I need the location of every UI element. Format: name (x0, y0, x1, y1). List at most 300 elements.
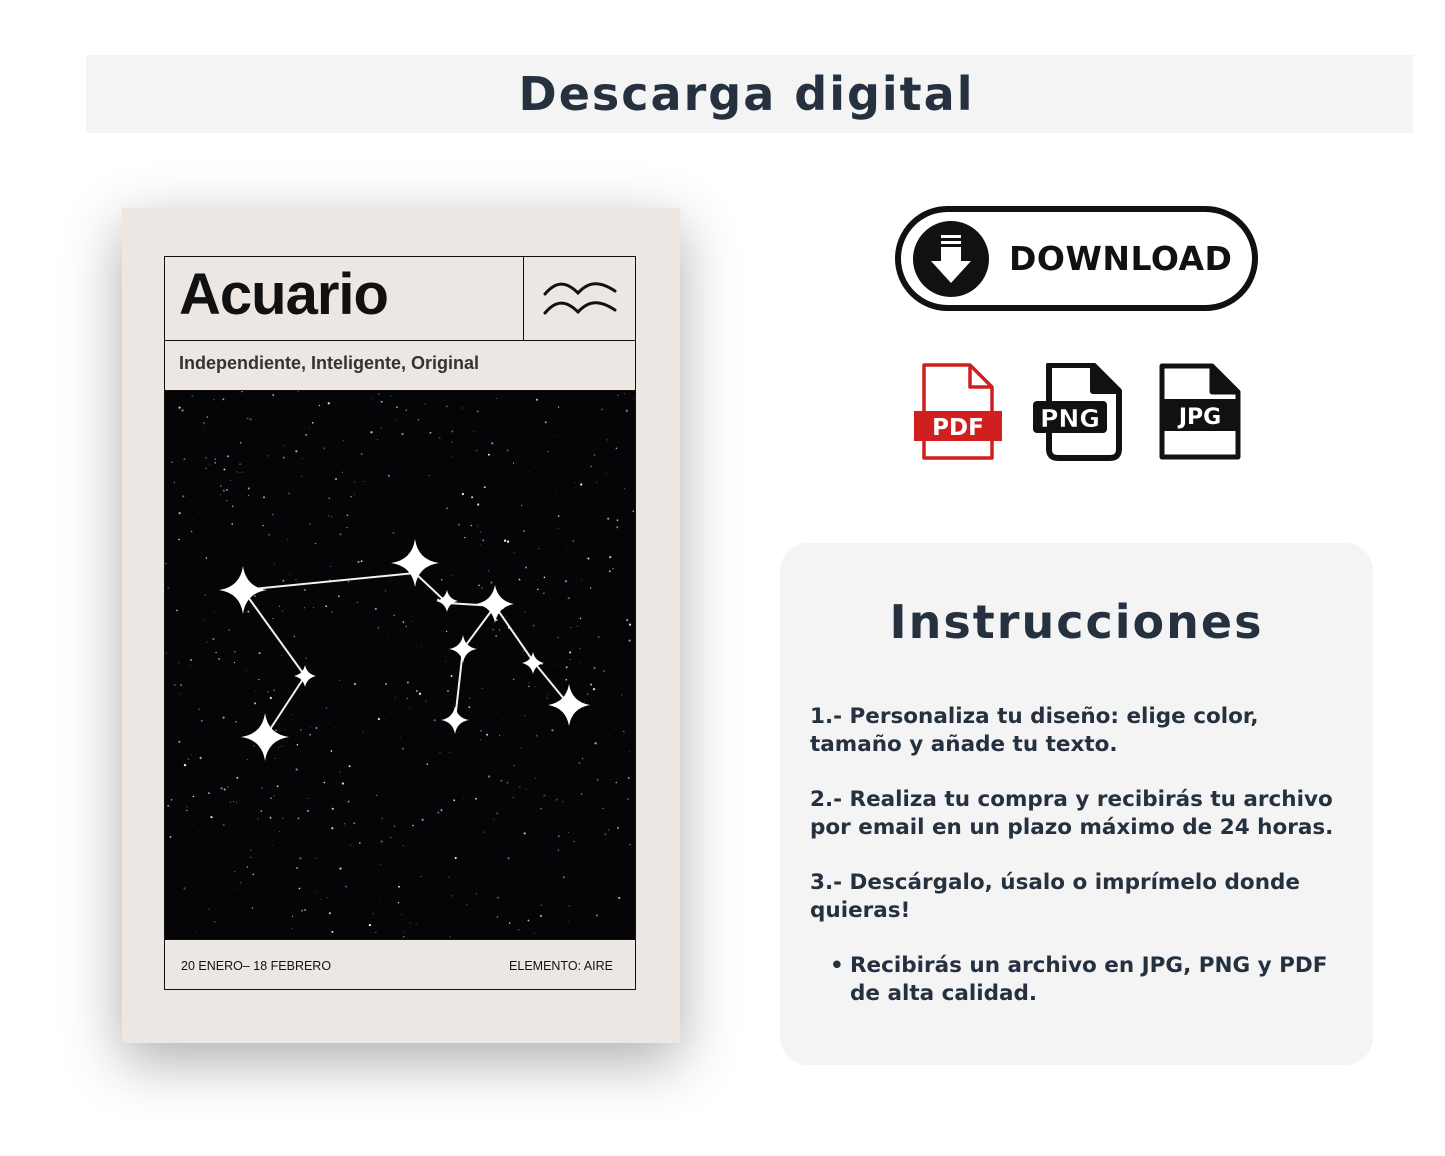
background-star (547, 698, 548, 699)
background-star (328, 402, 330, 404)
background-star (186, 806, 187, 807)
background-star (309, 523, 311, 525)
instruction-step-1: 1.- Personaliza tu diseño: elige color, tamaño y añade tu texto. (810, 704, 1259, 757)
background-star (482, 561, 483, 562)
background-star (533, 625, 535, 627)
background-star (319, 405, 320, 406)
background-star (523, 650, 525, 652)
background-star (359, 842, 361, 844)
background-star (480, 544, 481, 545)
background-star (247, 611, 249, 613)
background-star (252, 874, 254, 876)
background-star (446, 405, 448, 407)
background-star (236, 802, 237, 803)
background-star (207, 416, 208, 417)
download-arrow-icon (913, 221, 989, 297)
background-star (628, 777, 630, 779)
background-star (310, 727, 311, 728)
background-star (558, 515, 560, 517)
background-star (430, 432, 432, 434)
background-star (284, 445, 285, 446)
background-star (426, 701, 427, 702)
background-star (474, 431, 475, 432)
background-star (519, 786, 520, 787)
background-star (540, 808, 542, 810)
background-star (176, 610, 178, 612)
background-star (420, 876, 421, 877)
background-star (495, 635, 497, 637)
background-star (482, 688, 483, 689)
background-star (281, 746, 282, 747)
background-star (382, 818, 383, 819)
background-star (304, 909, 306, 911)
background-star (491, 442, 493, 444)
background-star (204, 620, 205, 621)
background-star (254, 595, 256, 597)
background-star (377, 627, 379, 629)
background-star (292, 916, 293, 917)
background-star (305, 434, 307, 436)
background-star (606, 473, 607, 474)
background-star (616, 448, 617, 449)
background-star (239, 472, 240, 473)
background-star (381, 841, 383, 843)
background-star (626, 410, 628, 412)
background-star (507, 449, 509, 451)
background-star (386, 460, 387, 461)
background-star (596, 482, 597, 483)
background-star (218, 658, 220, 660)
background-star (566, 666, 568, 668)
background-star (584, 702, 585, 703)
background-star (395, 697, 396, 698)
background-star (568, 597, 570, 599)
background-star (220, 485, 222, 487)
background-star (617, 519, 619, 521)
background-star (385, 683, 387, 685)
background-star (388, 475, 390, 477)
background-star (342, 782, 344, 784)
background-star (370, 682, 371, 683)
background-star (570, 627, 571, 628)
background-star (335, 478, 337, 480)
background-star (250, 856, 252, 858)
background-star (573, 540, 574, 541)
background-star (392, 532, 394, 534)
background-star (258, 679, 259, 680)
background-star (446, 508, 447, 509)
background-star (590, 587, 591, 588)
header-banner (86, 55, 1413, 133)
background-star (406, 410, 407, 411)
background-star (226, 500, 227, 501)
background-star (230, 480, 231, 481)
background-star (597, 674, 598, 675)
background-star (178, 539, 179, 540)
instruction-step-2: 2.- Realiza tu compra y recibirás tu archivo por email en un plazo máximo de 24 horas. (810, 787, 1334, 840)
background-star (540, 915, 542, 917)
background-star (292, 928, 293, 929)
background-star (327, 898, 328, 899)
background-star (268, 455, 269, 456)
background-star (234, 651, 236, 653)
background-star (274, 795, 275, 796)
background-star (504, 540, 506, 542)
background-star (282, 580, 284, 582)
background-star (233, 801, 234, 802)
background-star (521, 505, 522, 506)
background-star (398, 886, 400, 888)
background-star (608, 735, 609, 736)
background-star (170, 836, 172, 838)
download-button[interactable] (895, 206, 1258, 311)
background-star (378, 393, 380, 395)
background-star (477, 525, 478, 526)
poster-preview (122, 208, 680, 1043)
background-star (227, 786, 229, 788)
background-star (325, 605, 327, 607)
background-star (393, 642, 394, 643)
background-star (263, 525, 264, 526)
background-star (295, 579, 296, 580)
background-star (205, 468, 206, 469)
background-star (490, 581, 492, 583)
background-star (345, 886, 347, 888)
background-star (315, 543, 316, 544)
background-star (268, 534, 270, 536)
background-star (475, 449, 477, 451)
background-star (524, 611, 525, 612)
background-star (227, 455, 229, 457)
background-star (421, 646, 422, 647)
background-star (254, 702, 256, 704)
background-star (353, 822, 355, 824)
background-star (250, 850, 251, 851)
background-star (312, 422, 314, 424)
background-star (241, 391, 243, 392)
background-star (329, 498, 330, 499)
png-label: PNG (1040, 404, 1100, 433)
background-star (528, 686, 529, 687)
background-star (297, 391, 298, 392)
background-star (496, 398, 497, 399)
background-star (292, 714, 293, 715)
background-star (525, 567, 527, 569)
background-star (556, 490, 557, 491)
background-star (214, 612, 215, 613)
background-star (270, 697, 272, 699)
background-star (288, 493, 290, 495)
background-star (315, 858, 316, 859)
background-star (348, 801, 350, 803)
pdf-file-icon (912, 363, 1004, 465)
background-star (385, 590, 386, 591)
background-star (558, 637, 559, 638)
background-star (563, 876, 565, 878)
background-star (338, 596, 340, 598)
background-star (301, 476, 302, 477)
background-star (326, 708, 327, 709)
background-star (535, 778, 536, 779)
background-star (182, 495, 184, 497)
background-star (279, 606, 280, 607)
background-star (477, 503, 479, 505)
background-star (575, 482, 576, 483)
background-star (236, 777, 238, 779)
background-star (178, 406, 180, 408)
background-star (539, 548, 540, 549)
background-star (208, 792, 210, 794)
background-star (230, 802, 231, 803)
background-star (203, 428, 204, 429)
background-star (529, 894, 530, 895)
background-star (347, 514, 349, 516)
background-star (507, 782, 509, 784)
background-star (204, 594, 206, 596)
background-star (377, 439, 378, 440)
background-star (253, 745, 254, 746)
background-star (331, 827, 333, 829)
background-star (536, 399, 538, 401)
poster-frame (164, 256, 636, 990)
background-star (633, 511, 634, 512)
background-star (412, 825, 414, 827)
background-star (214, 462, 216, 464)
background-star (214, 399, 215, 400)
background-star (451, 575, 452, 576)
background-star (188, 758, 190, 760)
background-star (302, 458, 303, 459)
background-star (402, 748, 404, 750)
background-star (223, 468, 225, 470)
constellation-star (449, 635, 477, 663)
background-star (166, 653, 167, 654)
instructions-title: Instrucciones (889, 595, 1264, 649)
background-star (174, 684, 176, 686)
background-star (181, 409, 183, 411)
background-star (183, 887, 185, 889)
background-star (378, 718, 380, 720)
background-star (210, 816, 212, 818)
background-star (623, 731, 624, 732)
background-star (561, 543, 562, 544)
background-star (234, 662, 235, 663)
background-star (403, 621, 405, 623)
background-star (627, 798, 629, 800)
background-star (616, 782, 617, 783)
download-label: DOWNLOAD (1009, 239, 1233, 278)
background-star (236, 471, 237, 472)
background-star (294, 636, 296, 638)
background-star (252, 907, 254, 909)
background-star (567, 549, 568, 550)
background-star (220, 494, 221, 495)
constellation-line (243, 573, 415, 590)
background-star (579, 762, 581, 764)
sign-element: ELEMENTO: AIRE (509, 959, 613, 973)
background-star (224, 788, 226, 790)
background-star (193, 796, 194, 797)
background-star (391, 712, 392, 713)
background-star (205, 457, 207, 459)
background-star (277, 785, 279, 787)
background-star (167, 587, 169, 589)
background-star (466, 904, 467, 905)
background-star (499, 629, 500, 630)
background-star (270, 797, 272, 799)
background-star (180, 694, 181, 695)
background-star (226, 489, 228, 491)
background-star (301, 910, 303, 912)
background-star (416, 923, 417, 924)
background-star (580, 618, 582, 620)
background-star (451, 456, 452, 457)
background-star (603, 670, 605, 672)
background-star (524, 832, 526, 834)
background-star (488, 775, 490, 777)
background-star (488, 454, 490, 456)
background-star (240, 882, 242, 884)
background-star (191, 665, 192, 666)
background-star (617, 827, 619, 829)
background-star (165, 563, 166, 564)
background-star (618, 897, 620, 899)
background-star (272, 394, 274, 396)
background-star (486, 734, 488, 736)
background-star (309, 734, 310, 735)
background-star (537, 589, 539, 591)
background-star (545, 421, 547, 423)
constellation-star (548, 684, 590, 726)
background-star (451, 895, 452, 896)
background-star (604, 833, 606, 835)
background-star (261, 787, 262, 788)
background-star (582, 758, 583, 759)
background-star (441, 809, 443, 811)
background-star (234, 571, 235, 572)
background-star (594, 667, 596, 669)
background-star (562, 801, 564, 803)
background-star (416, 690, 418, 692)
background-star (607, 439, 608, 440)
instruction-bullet (830, 952, 1355, 1008)
background-star (308, 798, 309, 799)
background-star (339, 533, 341, 535)
constellation-star (219, 566, 267, 614)
background-star (223, 490, 225, 492)
pdf-label: PDF (932, 415, 984, 441)
constellation-star (241, 713, 289, 761)
background-star (403, 936, 404, 937)
background-star (520, 748, 521, 749)
background-star (429, 475, 430, 476)
background-star (275, 758, 276, 759)
background-star (566, 679, 568, 681)
background-star (629, 640, 631, 642)
background-star (475, 798, 477, 800)
background-star (295, 450, 297, 452)
background-star (380, 898, 381, 899)
background-star (240, 442, 242, 444)
background-star (243, 472, 244, 473)
background-star (587, 557, 589, 559)
background-star (601, 408, 603, 410)
background-star (445, 661, 446, 662)
background-star (179, 512, 181, 514)
background-star (574, 841, 575, 842)
instructions-card (780, 543, 1373, 1065)
background-star (529, 682, 530, 683)
background-star (348, 581, 349, 582)
background-star (393, 615, 394, 616)
background-star (471, 525, 472, 526)
background-star (518, 929, 520, 931)
background-star (450, 936, 452, 938)
background-star (441, 579, 443, 581)
background-star (432, 492, 433, 493)
background-star (451, 430, 453, 432)
background-star (462, 493, 464, 495)
background-star (463, 798, 464, 799)
constellation-star (436, 590, 458, 612)
background-star (535, 686, 536, 687)
background-star (609, 570, 611, 572)
background-star (250, 418, 252, 420)
background-star (481, 587, 483, 589)
background-star (580, 483, 582, 485)
background-star (437, 812, 439, 814)
background-star (569, 659, 570, 660)
background-star (167, 805, 169, 807)
background-star (298, 817, 300, 819)
background-star (342, 472, 343, 473)
background-star (331, 611, 333, 613)
background-star (581, 793, 582, 794)
background-star (267, 691, 269, 693)
background-star (597, 779, 599, 781)
background-star (398, 902, 400, 904)
background-star (462, 408, 463, 409)
background-star (283, 457, 285, 459)
background-star (296, 867, 298, 869)
background-star (449, 752, 450, 753)
background-star (318, 893, 319, 894)
background-star (299, 857, 301, 859)
background-star (598, 636, 600, 638)
background-star (568, 832, 569, 833)
background-star (519, 579, 521, 581)
constellation-line (495, 606, 533, 661)
background-star (565, 580, 567, 582)
background-star (279, 831, 280, 832)
background-star (335, 727, 336, 728)
background-star (304, 607, 305, 608)
background-star (544, 577, 546, 579)
background-star (543, 794, 545, 796)
background-star (259, 652, 261, 654)
background-star (263, 496, 265, 498)
background-star (209, 464, 210, 465)
background-star (315, 727, 317, 729)
jpg-file-icon (1158, 363, 1244, 465)
background-star (407, 682, 409, 684)
background-star (270, 817, 272, 819)
instruction-step-3: 3.- Descárgalo, úsalo o imprímelo donde quieras! (810, 870, 1300, 923)
background-star (330, 566, 331, 567)
background-star (478, 585, 480, 587)
background-star (594, 742, 596, 744)
background-star (543, 593, 544, 594)
